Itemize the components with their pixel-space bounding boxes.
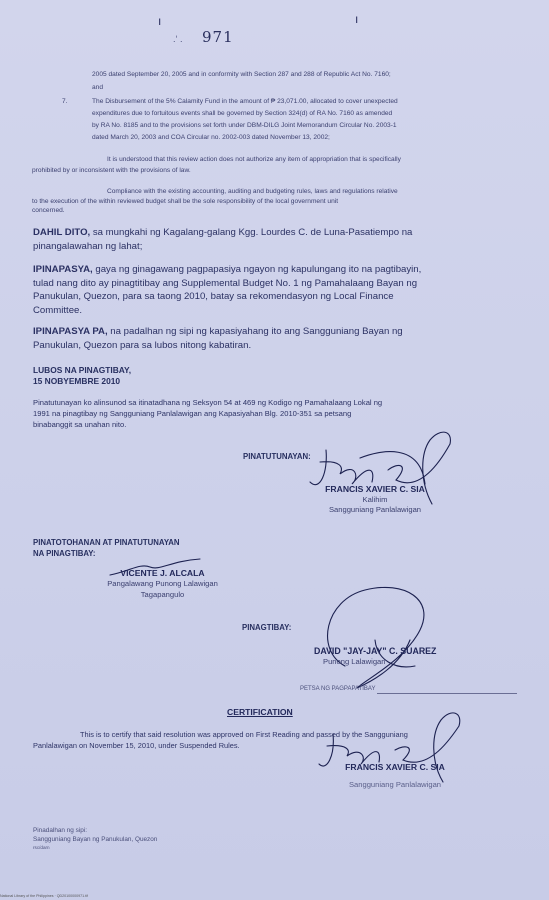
item-7-line: dated March 20, 2003 and COA Circular no. 2002-003 dated November 13, 2002; [92,134,330,141]
secretary-name: FRANCIS XAVIER C. SIA [325,484,425,494]
certification-line: Panlalawigan on November 15, 2010, under Suspended Rules. [33,741,240,750]
ipinapasya-line1: gaya ng ginagawang pagpapasiya ngayon ng kapulungang ito na pagtibayin, [92,264,422,275]
date-approved-line [377,693,517,694]
item-7-line: expenditures due to fortuitous events shall be governed by Section 324(d) of RA No. 7160 as amended [92,110,393,117]
certify-line: 1991 na pinagtibay ng Sangguniang Panlalawigan ang Kapasiyahan Blg. 2010-351 sa petsang [33,409,352,418]
compliance-line: Compliance with the existing accounting, auditing and budgeting rules, laws and regulations relative [107,188,398,195]
secretary2-block [320,762,470,789]
copy-recipient: Sangguniang Bayan ng Panukulan, Quezon [33,835,158,843]
vice-governor-block [90,568,235,599]
pinatotohanan-line2: NA PINAGTIBAY: [33,549,96,558]
ipinapasya-pa-line2: Panukulan, Quezon para sa lubos nitong kabatiran. [33,339,252,351]
certification-line: This is to certify that said resolution was approved on First Reading and passed by the Sangguniang [80,730,408,739]
page-number: 971 [202,28,234,46]
secretary2-name: FRANCIS XAVIER C. SIA [345,762,445,772]
vice-governor-title: Pangalawang Punong Lalawigan [107,579,218,588]
continued-and: and [92,84,104,91]
pinatotohanan-line1: PINATOTOHANAN AT PINATUTUNAYAN [33,538,180,547]
item-7-text [92,96,512,143]
secretary2-office: Sangguniang Panlalawigan [348,780,442,789]
item-7-line: The Disbursement of the 5% Calamity Fund in the amount of ₱ 23,071.00, allocated to cover unexpected [92,98,398,105]
pinatutunayan-label: PINATUTUNAYAN: [243,452,311,461]
compliance-line: to the execution of the within reviewed budget shall be the sole responsibility of the local government unit [32,197,339,205]
dahil-dito-line2: pinangalawahan ng lahat; [33,240,143,252]
ipinapasya-lead: IPINAPASYA, [33,264,93,275]
continued-paragraph: 2005 dated September 20, 2005 and in conformity with Section 287 and 288 of Republic Act No. 7160; [92,71,391,78]
copy-label: Pinadalhan ng sipi: [33,827,88,834]
page-mark-left: ı [158,14,162,28]
secretary-title: Kalihim [362,495,388,504]
scan-footer: National Library of the Philippines · QD20100000971.tif [0,894,88,898]
certify-line: Pinatutunayan ko alinsunod sa itinatadhana ng Seksyon 54 at 469 ng Kodigo ng Pamahalaang Lokal ng [33,398,383,407]
approved-title: LUBOS NA PINAGTIBAY, [33,365,132,375]
ipinapasya-line3: Panukulan, Quezon, para sa taong 2010, batay sa rekomendasyon ng Local Finance [33,291,394,303]
ipinapasya-paragraph [33,263,518,317]
copy-note: rsc/darn [33,845,50,851]
governor-name: DAVID "JAY-JAY" C. SUAREZ [314,646,437,656]
understood-line: prohibited by or inconsistent with the provisions of law. [32,167,191,174]
compliance-paragraph [32,187,517,216]
ipinapasya-line4: Committee. [33,304,83,316]
copy-furnished-block [33,827,157,853]
page-mark-right: ı [355,12,359,26]
ipinapasya-line2: tulad nang dito ay pinagtitibay ang Supplemental Budget No. 1 ng Pamahalaang Bayan ng [33,277,418,289]
dahil-dito-lead: DAHIL DITO, [33,227,91,238]
governor-block [314,646,494,666]
ipinapasya-pa-line1: na padalhan ng sipi ng kapasiyahang ito ang Sangguniang Bayan ng [107,326,403,337]
dahil-dito-text: sa mungkahi ng Kagalang-galang Kgg. Lourdes C. de Luna-Pasatiempo na [90,227,413,238]
pinagtibay-label: PINAGTIBAY: [242,623,292,632]
vice-governor-role: Tagapangulo [140,590,185,599]
approved-block [33,365,131,387]
understood-line: It is understood that this review action does not authorize any item of appropriation that is specifically [107,156,401,163]
governor-title: Punong Lalawigan [323,657,386,666]
ipinapasya-pa-lead: IPINAPASYA PA, [33,326,108,337]
understood-paragraph [32,154,517,176]
secretary-block [300,484,450,514]
certification-title: CERTIFICATION [227,707,293,717]
vice-governor-name: VICENTE J. ALCALA [120,568,205,578]
certify-line: binabanggit sa unahan nito. [33,420,127,429]
item-7-number: 7. [62,98,68,105]
approved-date: 15 NOBYEMBRE 2010 [33,376,121,386]
compliance-line: concerned. [32,207,65,214]
date-approved-label: PETSA NG PAGPAPATIBAY [300,686,376,692]
item-7-line: by RA No. 8185 and to the provisions set forth under DBM-DILG Joint Memorandum Circular No. 2003-1 [92,122,397,129]
ipinapasya-pa-paragraph [33,325,518,352]
dahil-dito-paragraph [33,226,518,253]
page-dots: .‘ . [173,34,183,44]
secretary-office: Sangguniang Panlalawigan [328,505,422,514]
